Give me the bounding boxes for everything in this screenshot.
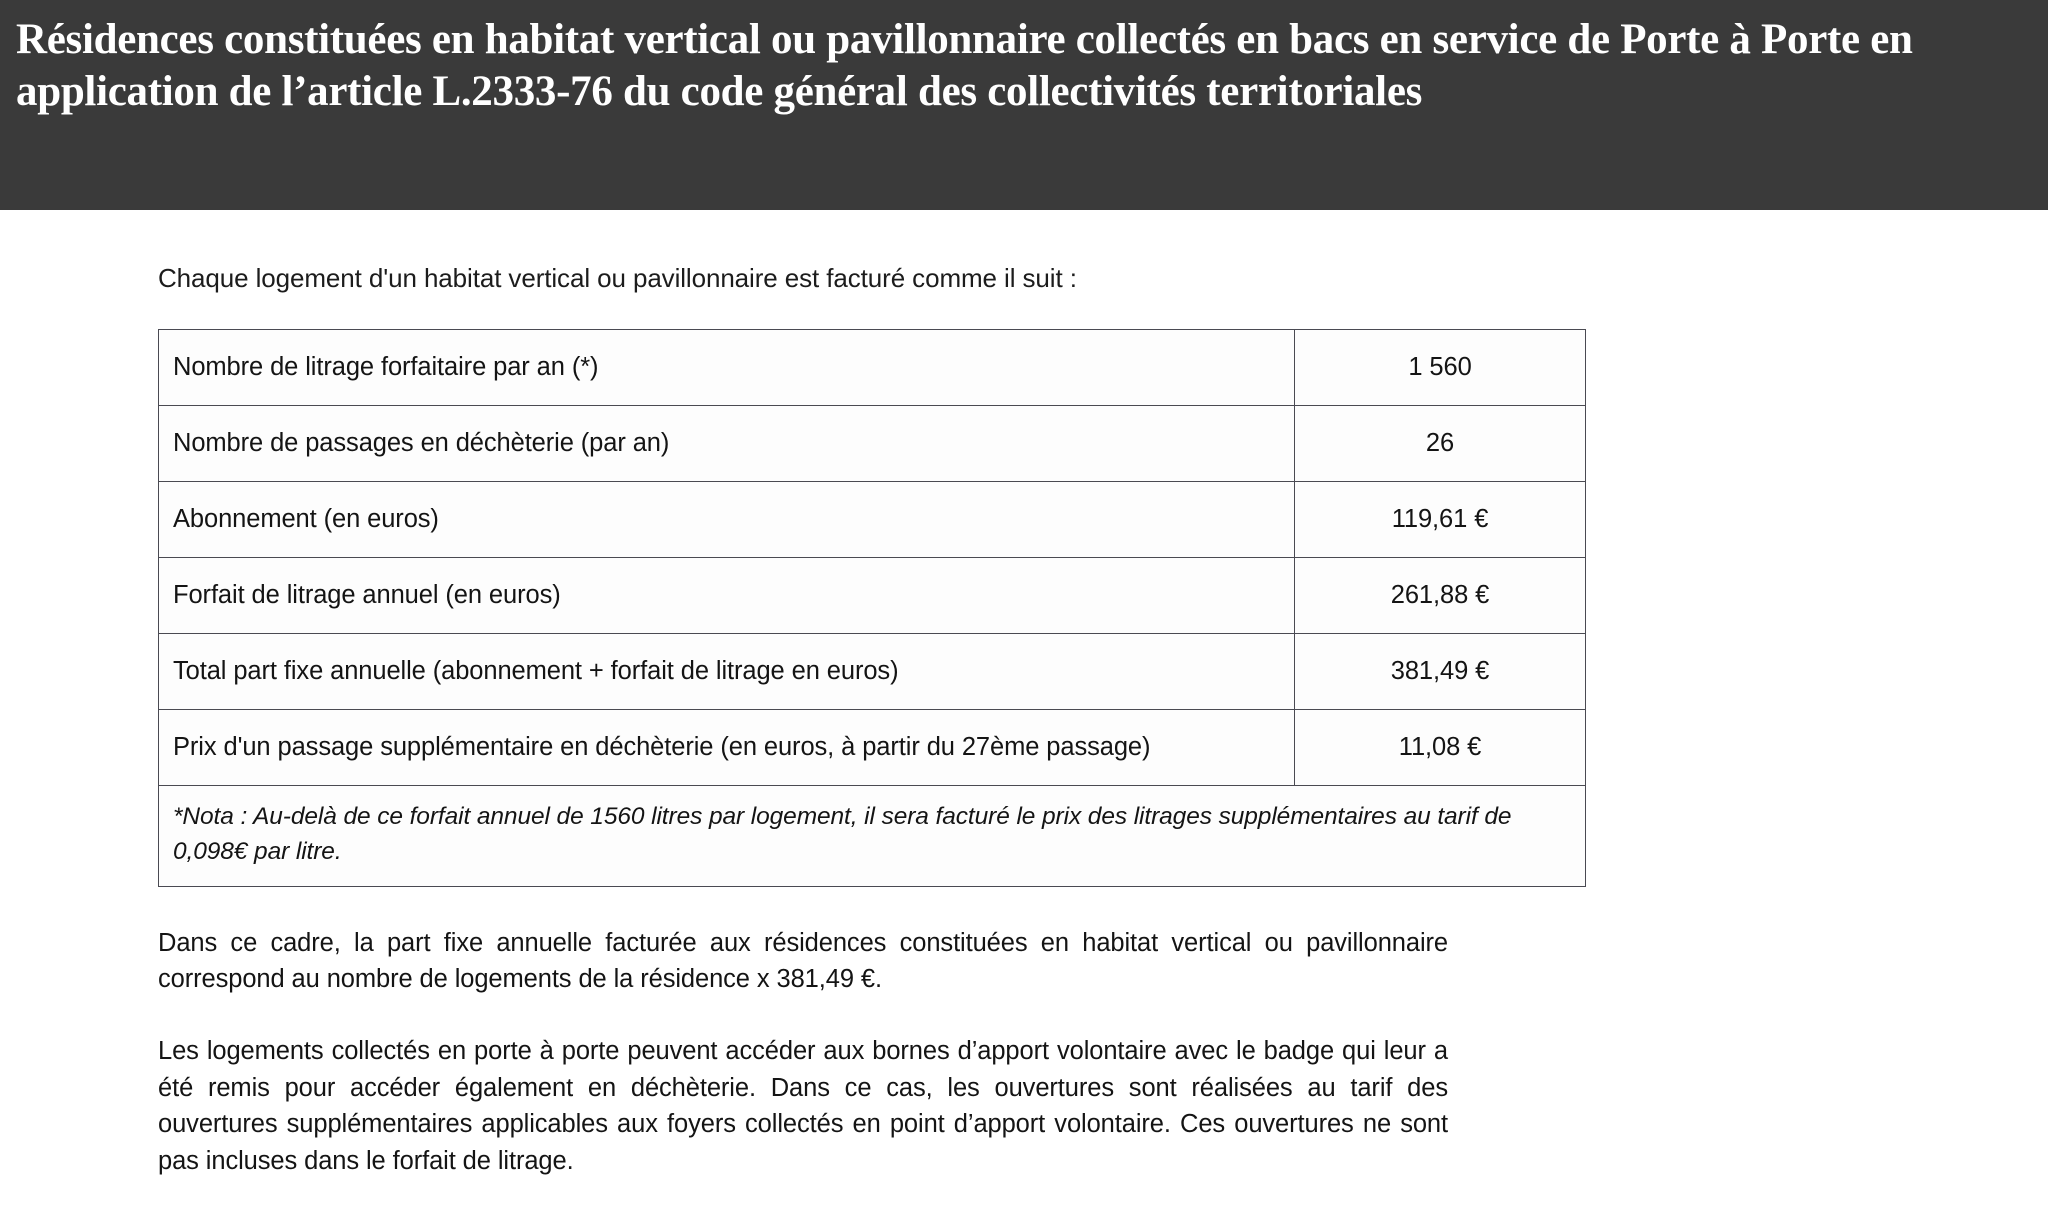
body-paragraph-2: Les logements collectés en porte à porte peuvent accéder aux bornes d’apport volontaire avec le badge qui leur a été remis pour accéder également en déchèterie. Dans ce cas, les ouvertures sont réalisées au tarif des ouvertures supplémentaires applicables aux foyers collectés en point d’apport volontaire. Ces ouvertures ne sont pas incluses dans le forfait de litrage. xyxy=(158,1037,1448,1175)
document-body xyxy=(0,210,2048,1206)
table-cell-label: Total part fixe annuelle (abonnement + forfait de litrage en euros) xyxy=(159,634,1295,710)
page-header-banner xyxy=(0,0,2048,210)
table-cell-label: Abonnement (en euros) xyxy=(159,482,1295,558)
table-row xyxy=(159,482,1586,558)
intro-paragraph: Chaque logement d'un habitat vertical ou pavillonnaire est facturé comme il suit : xyxy=(158,263,1077,293)
table-row xyxy=(159,330,1586,406)
table-cell-value: 26 xyxy=(1295,406,1586,482)
table-row xyxy=(159,406,1586,482)
table-cell-label: Nombre de litrage forfaitaire par an (*) xyxy=(159,330,1295,406)
table-cell-value: 381,49 € xyxy=(1295,634,1586,710)
table-cell-value: 11,08 € xyxy=(1295,710,1586,786)
body-paragraph-1: Dans ce cadre, la part fixe annuelle facturée aux résidences constituées en habitat vertical ou pavillonnaire correspond au nombre de logements de la résidence x 381,49 €. xyxy=(158,928,1448,994)
table-row xyxy=(159,634,1586,710)
table-cell-value: 119,61 € xyxy=(1295,482,1586,558)
table-row-nota xyxy=(159,786,1586,887)
document-content-column xyxy=(158,210,1586,1179)
page-title: Résidences constituées en habitat vertical ou pavillonnaire collectés en bacs en service de Porte à Porte en application de l’article L.2333-76 du code général des collectivités territoriales xyxy=(16,16,1913,116)
table-cell-label: Nombre de passages en déchèterie (par an) xyxy=(159,406,1295,482)
table-cell-value: 1 560 xyxy=(1295,330,1586,406)
table-cell-label: Forfait de litrage annuel (en euros) xyxy=(159,558,1295,634)
table-cell-value: 261,88 € xyxy=(1295,558,1586,634)
table-row xyxy=(159,710,1586,786)
table-row xyxy=(159,558,1586,634)
tariff-table xyxy=(158,329,1586,887)
table-cell-label: Prix d'un passage supplémentaire en déchèterie (en euros, à partir du 27ème passage) xyxy=(159,710,1295,786)
table-nota-text: *Nota : Au-delà de ce forfait annuel de 1560 litres par logement, il sera facturé le prix des litrages supplémentaires au tarif de 0,098€ par litre. xyxy=(159,786,1586,887)
tariff-table-body xyxy=(159,330,1586,887)
